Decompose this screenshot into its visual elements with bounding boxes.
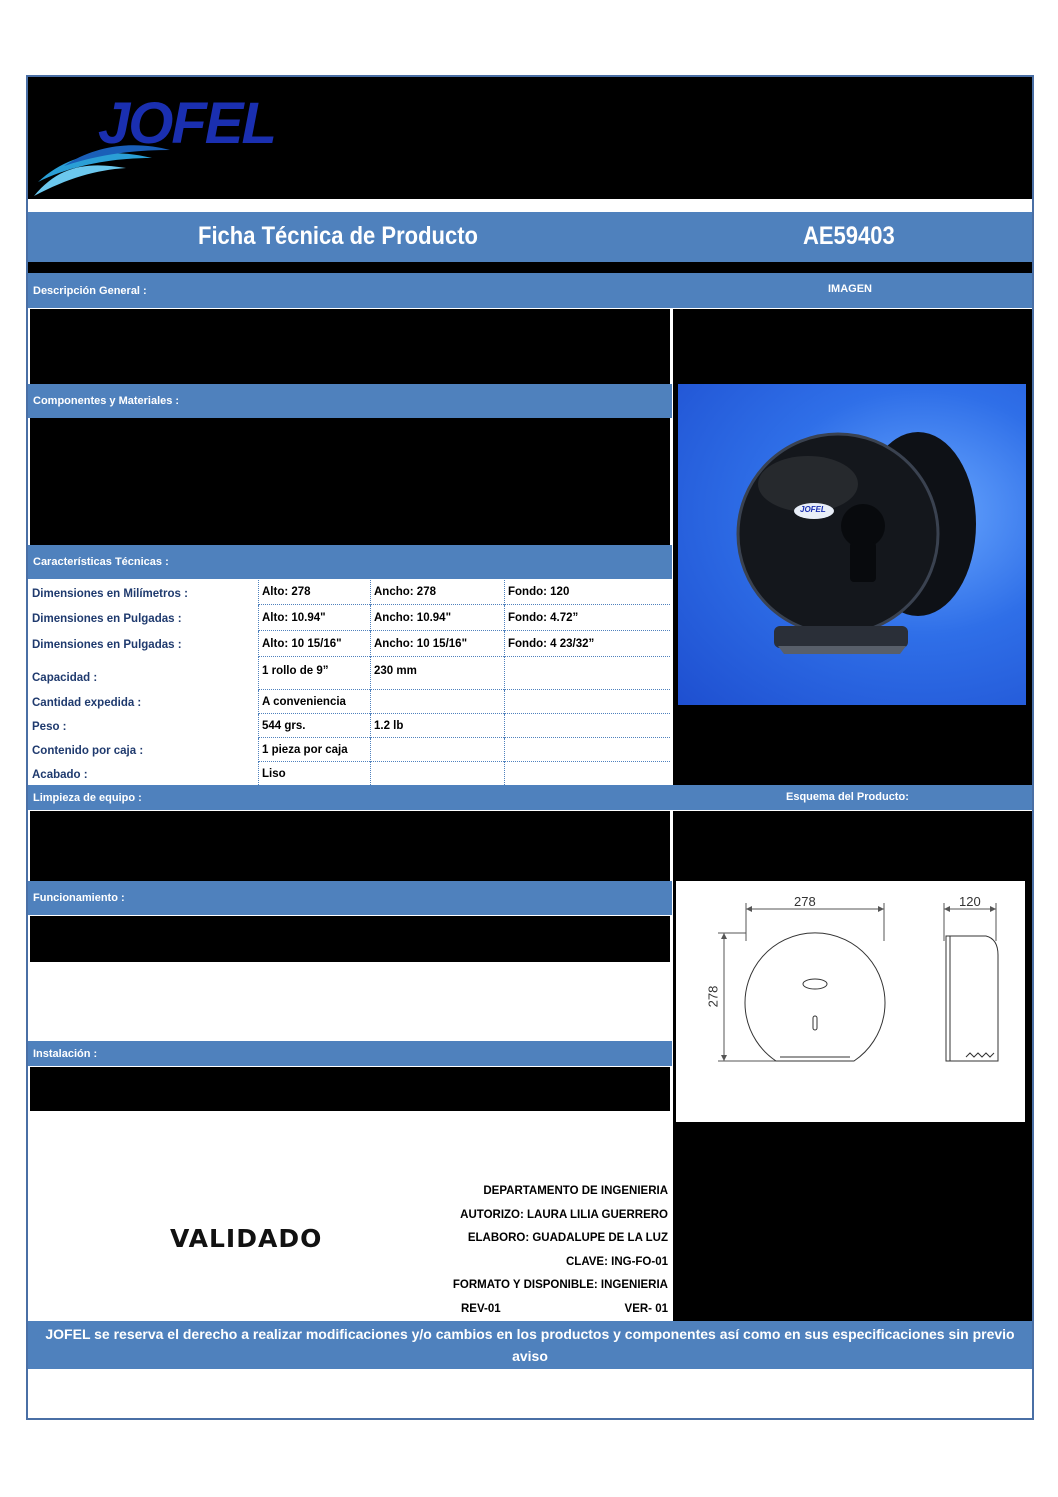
spec-value: Ancho: 10.94": [370, 605, 504, 631]
key-text: CLAVE: ING-FO-01: [565, 1256, 668, 1268]
dispenser-base: [774, 626, 908, 648]
spec-label: Acabado :: [32, 768, 88, 781]
spec-row-3: [28, 657, 672, 690]
spec-value: Alto: 10.94": [258, 605, 370, 631]
spec-label: Dimensiones en Pulgadas :: [32, 639, 182, 651]
section-descripcion: Descripción General :: [28, 273, 1032, 308]
spec-row-0: [28, 580, 672, 605]
spec-value: [504, 690, 670, 714]
side-outline: [946, 936, 998, 1061]
section-limpieza: Limpieza de equipo :: [28, 785, 1032, 810]
arrow-depth-left: [944, 906, 950, 912]
product-image: [678, 384, 1026, 705]
spec-value: [504, 714, 670, 738]
logo-text: JOFEL: [98, 91, 275, 156]
spec-label: Dimensiones en Milímetros :: [32, 588, 188, 600]
schematic-width-label: 278: [794, 894, 816, 909]
spec-value: 1 pieza por caja: [258, 738, 370, 762]
schematic-depth-label: 120: [959, 894, 981, 909]
funcionamiento-content: [30, 916, 670, 962]
jofel-logo: [30, 92, 300, 200]
product-code: AE59403: [803, 222, 895, 250]
spec-row-7: [28, 762, 672, 785]
validated-stamp: VALIDADO: [170, 1224, 323, 1253]
rev-text: REV-01: [461, 1303, 501, 1315]
spec-value: Alto: 278: [258, 580, 370, 605]
componentes-content: [30, 418, 670, 545]
prepared-text: ELABORO: GUADALUPE DE LA LUZ: [467, 1232, 668, 1244]
spec-label: Dimensiones en Pulgadas :: [32, 613, 182, 625]
spec-value: 230 mm: [370, 657, 504, 690]
section-caracteristicas: Características Técnicas :: [28, 545, 672, 579]
spec-value: 1 rollo de 9”: [258, 657, 370, 690]
ver-text: VER- 01: [624, 1303, 668, 1315]
separator-strip: [28, 262, 1032, 273]
section-instalacion: Instalación :: [28, 1041, 672, 1066]
dispenser-logo: JOFEL: [800, 505, 826, 514]
front-outline: [745, 933, 885, 1061]
arrow-width-left: [746, 906, 752, 912]
spec-label: Cantidad expedida :: [32, 697, 142, 709]
spec-value: Fondo: 4 23/32”: [504, 631, 670, 657]
spec-row-1: [28, 605, 672, 631]
logo-wave-light: [34, 165, 126, 196]
spec-value: 1.2 lb: [370, 714, 504, 738]
spec-value: Ancho: 10 15/16": [370, 631, 504, 657]
spec-row-5: [28, 714, 672, 738]
section-componentes: Componentes y Materiales :: [28, 384, 672, 418]
schematic-height-label: 278: [705, 985, 721, 1008]
spec-value: [504, 738, 670, 762]
spec-value: Alto: 10 15/16": [258, 631, 370, 657]
format-text: FORMATO Y DISPONIBLE: INGENIERIA: [452, 1279, 668, 1291]
spec-value: [370, 738, 504, 762]
spec-value: Fondo: 120: [504, 580, 670, 605]
descripcion-content: [30, 309, 670, 384]
spec-table: [28, 580, 672, 785]
spec-value: [370, 762, 504, 785]
dispenser-lock: [850, 542, 876, 582]
authorized-text: AUTORIZO: LAURA LILIA GUERRERO: [460, 1209, 668, 1221]
footer-notice: JOFEL se reserva el derecho a realizar modificaciones y/o cambios en los productos y componentes así como en sus especificaciones sin previo aviso: [45, 1326, 1015, 1364]
front-slot: [813, 1016, 817, 1030]
footer-notice-band: [28, 1321, 1032, 1369]
spec-value: Ancho: 278: [370, 580, 504, 605]
arrow-depth-right: [990, 906, 996, 912]
spec-label: Contenido por caja :: [32, 745, 144, 757]
spec-value: 544 grs.: [258, 714, 370, 738]
spec-row-4: [28, 690, 672, 714]
spec-value: [504, 762, 670, 785]
section-funcionamiento: Funcionamiento :: [28, 881, 672, 915]
spec-value: [504, 657, 670, 690]
spec-label: Capacidad :: [32, 672, 98, 684]
page-title: Ficha Técnica de Producto: [198, 222, 478, 250]
spec-value: [370, 690, 504, 714]
arrow-width-right: [878, 906, 884, 912]
department-text: DEPARTAMENTO DE INGENIERIA: [483, 1185, 668, 1197]
spec-label: Peso :: [32, 721, 67, 733]
dispenser-spindle: [841, 504, 885, 548]
side-teeth: [966, 1053, 994, 1057]
spec-value: Fondo: 4.72”: [504, 605, 670, 631]
arrow-height-top: [721, 933, 727, 939]
instalacion-content: [30, 1067, 670, 1111]
arrow-height-bottom: [721, 1055, 727, 1061]
product-schematic: [676, 881, 1025, 1122]
dispenser-teeth: [778, 646, 906, 654]
spec-value: Liso: [258, 762, 370, 785]
limpieza-content: [30, 811, 670, 881]
section-imagen: IMAGEN: [828, 283, 872, 295]
spec-value: A conveniencia: [258, 690, 370, 714]
front-window: [803, 979, 827, 989]
spec-row-2: [28, 631, 672, 657]
section-esquema: Esquema del Producto:: [786, 791, 909, 803]
spec-row-6: [28, 738, 672, 762]
